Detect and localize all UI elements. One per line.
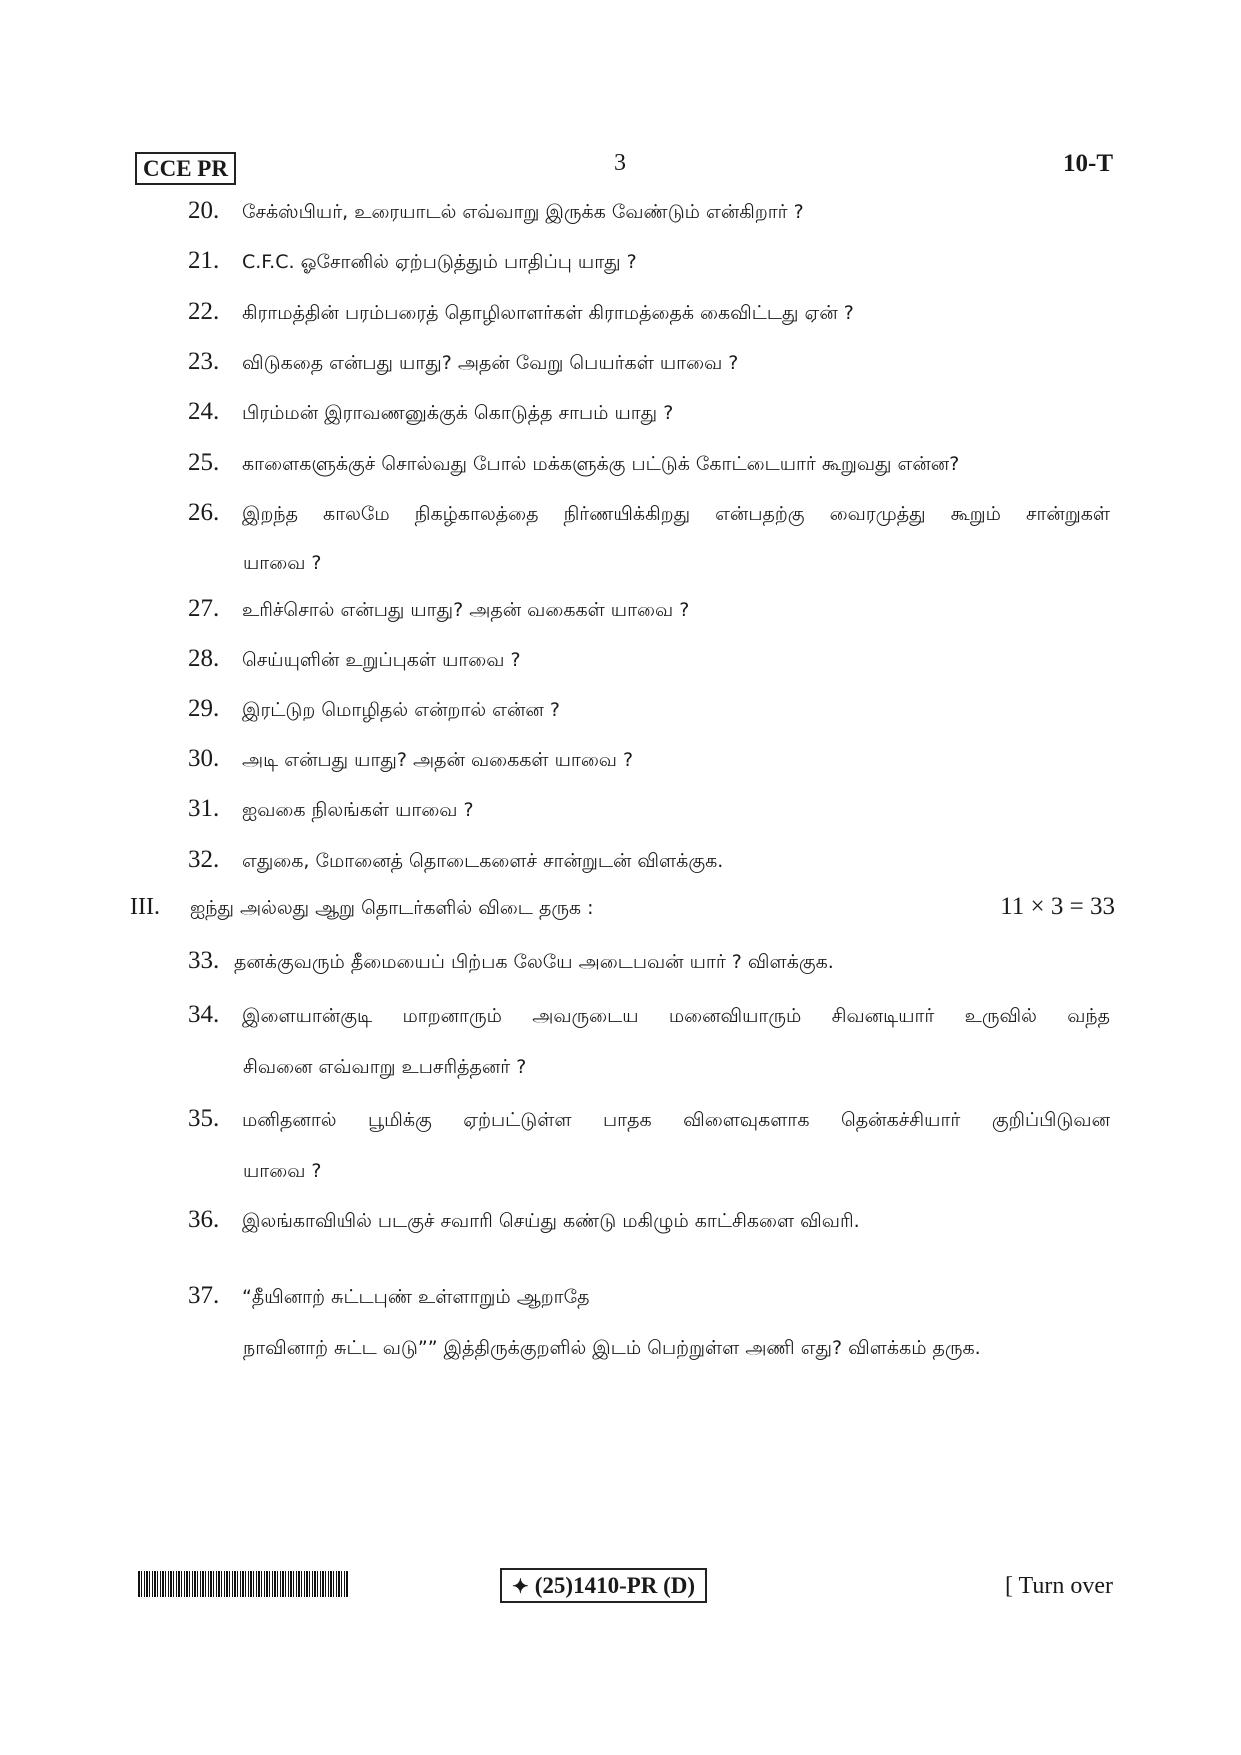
question-number: 22.	[188, 298, 220, 325]
question-28	[188, 646, 1113, 673]
page-number: 3	[614, 150, 626, 176]
question-text-continued: நாவினாற் சுட்ட வடு”” இத்திருக்குறளில் இடம் பெற்றுள்ள அணி எது? விளக்கம் தருக.	[243, 1337, 981, 1359]
question-text-continued: யாவை ?	[243, 1160, 322, 1182]
star-icon: ✦	[512, 1576, 529, 1598]
question-34	[188, 1001, 1113, 1078]
question-text: எதுகை, மோனைத் தொடைகளைச் சான்றுடன் விளக்குக.	[242, 850, 724, 872]
question-35	[188, 1105, 1113, 1182]
question-number: 24.	[188, 398, 220, 425]
question-text: இலங்காவியில் படகுச் சவாரி செய்து கண்டு மகிழும் காட்சிகளை விவரி.	[242, 1210, 860, 1232]
paper-code-box	[500, 1568, 707, 1603]
question-32	[188, 847, 1113, 874]
exam-code-box: CCE PR	[135, 152, 236, 185]
question-text: கிராமத்தின் பரம்பரைத் தொழிலாளர்கள் கிராமத்தைக் கைவிட்டது ஏன் ?	[242, 302, 854, 324]
question-text: ஐவகை நிலங்கள் யாவை ?	[242, 799, 474, 821]
question-number: 36.	[188, 1206, 220, 1233]
question-text: செய்யுளின் உறுப்புகள் யாவை ?	[242, 649, 521, 671]
question-text: சேக்ஸ்பியர், உரையாடல் எவ்வாறு இருக்க வேண்டும் என்கிறார் ?	[242, 201, 804, 223]
question-text: தனக்குவரும் தீமையைப் பிற்பக லேயே அடைபவன் யார் ? விளக்குக.	[234, 951, 834, 973]
section-marks: 11 × 3 = 33	[1000, 893, 1115, 920]
question-30	[188, 746, 1113, 773]
question-text: மனிதனால் பூமிக்கு ஏற்பட்டுள்ள பாதக விளைவுகளாக தென்கச்சியார் குறிப்பிடுவன	[242, 1109, 1110, 1131]
question-text: காளைகளுக்குச் சொல்வது போல் மக்களுக்கு பட்டுக் கோட்டையார் கூறுவது என்ன?	[242, 453, 960, 475]
question-20	[188, 198, 1113, 225]
question-number: 37.	[188, 1282, 220, 1309]
question-22	[188, 299, 1113, 326]
question-text-continued: யாவை ?	[243, 552, 322, 574]
question-number: 27.	[188, 595, 220, 622]
question-text: பிரம்மன் இராவணனுக்குக் கொடுத்த சாபம் யாது ?	[242, 402, 674, 424]
question-number: 34.	[188, 1001, 220, 1028]
question-text: இரட்டுற மொழிதல் என்றால் என்ன ?	[242, 699, 560, 721]
question-number: 26.	[188, 499, 220, 526]
question-text: அடி என்பது யாது? அதன் வகைகள் யாவை ?	[242, 749, 634, 771]
question-text-continued: சிவனை எவ்வாறு உபசரித்தனர் ?	[243, 1056, 527, 1078]
question-31	[188, 796, 1113, 823]
question-26	[188, 499, 1113, 574]
barcode	[138, 1571, 348, 1597]
question-number: 30.	[188, 745, 220, 772]
turn-over-note: [ Turn over	[1004, 1573, 1113, 1599]
question-text: “தீயினாற் சுட்டபுண் உள்ளாறும் ஆறாதே	[242, 1286, 590, 1308]
question-37	[188, 1282, 1113, 1359]
question-text: C.F.C. ஓசோனில் ஏற்படுத்தும் பாதிப்பு யாது ?	[242, 251, 637, 273]
question-29	[188, 696, 1113, 723]
question-text: விடுகதை என்பது யாது? அதன் வேறு பெயர்கள் யாவை ?	[242, 352, 739, 374]
paper-code: (25)1410-PR (D)	[534, 1573, 696, 1598]
question-number: 23.	[188, 348, 220, 375]
section-number: III.	[130, 894, 160, 920]
question-number: 33.	[188, 947, 220, 974]
section-heading	[130, 894, 1115, 921]
question-number: 21.	[188, 247, 220, 274]
question-number: 28.	[188, 645, 220, 672]
question-27	[188, 596, 1113, 623]
question-36	[188, 1207, 1113, 1234]
question-text: இளையான்குடி மாறனாரும் அவருடைய மனைவியாரும் சிவனடியார் உருவில் வந்த	[242, 1005, 1110, 1027]
question-number: 32.	[188, 846, 220, 873]
question-21	[188, 248, 1113, 275]
question-number: 25.	[188, 449, 220, 476]
question-33	[188, 948, 1113, 975]
question-number: 20.	[188, 197, 220, 224]
question-23	[188, 349, 1113, 376]
question-number: 35.	[188, 1105, 220, 1132]
question-24	[188, 399, 1113, 426]
question-number: 31.	[188, 795, 220, 822]
question-number: 29.	[188, 695, 220, 722]
section-instruction: ஐந்து அல்லது ஆறு தொடர்களில் விடை தருக :	[190, 897, 594, 919]
question-text: இறந்த காலமே நிகழ்காலத்தை நிர்ணயிக்கிறது என்பதற்கு வைரமுத்து கூறும் சான்றுகள்	[242, 503, 1110, 525]
subject-code: 10-T	[1063, 150, 1113, 177]
question-25	[188, 450, 1113, 477]
question-text: உரிச்சொல் என்பது யாது? அதன் வகைகள் யாவை ?	[242, 599, 690, 621]
